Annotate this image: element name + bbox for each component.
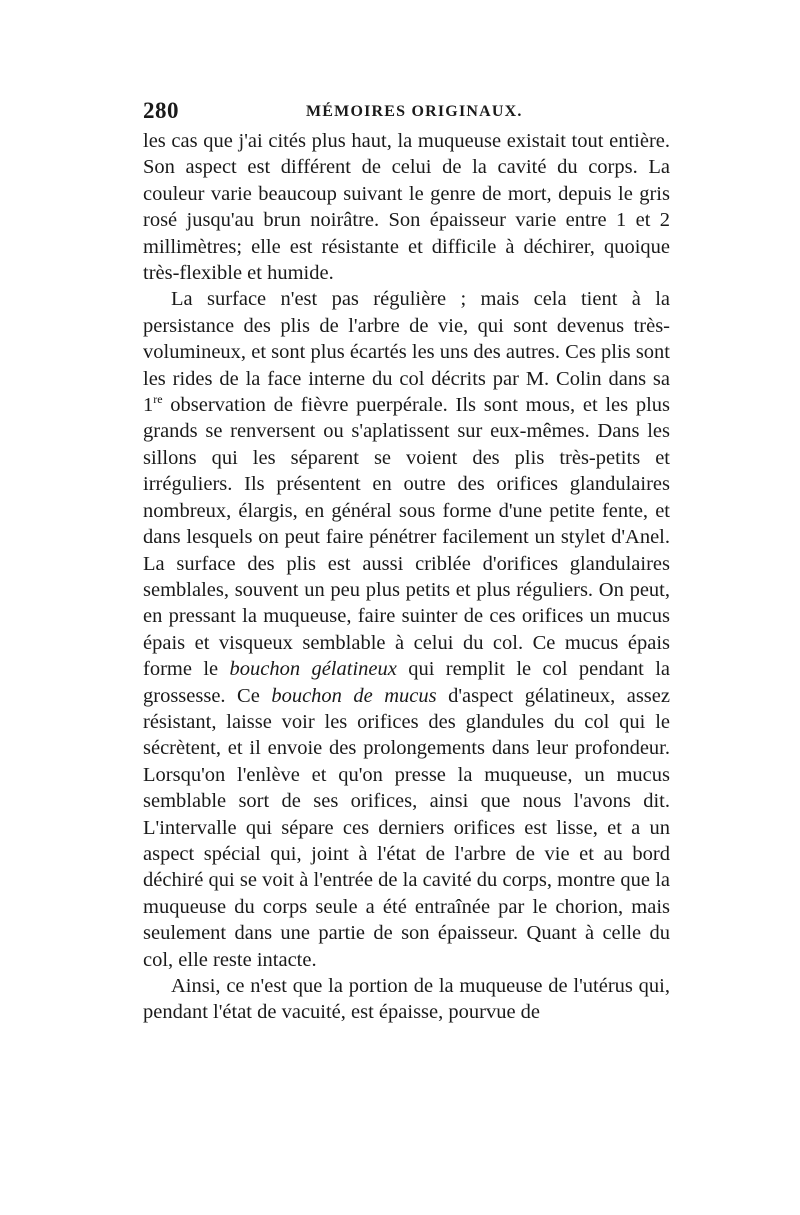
page-number: 280 (143, 98, 179, 123)
paragraph-2-part-3: qui remplit le col pendant la grossesse. Ce (143, 658, 670, 707)
running-title: MÉMOIRES ORIGINAUX. (306, 103, 523, 120)
body-text (143, 128, 670, 1026)
paragraph-1: les cas que j'ai cités plus haut, la muqueuse existait tout entière. Son aspect est différent de celui de la cavité du corps. La couleur varie beaucoup suivant le genre de mort, depuis le gris rosé jusqu'au brun noirâtre. Son épaisseur varie entre 1 et 2 millimètres; elle est résistante et difficile à déchirer, quoique très-flexible et humide. (143, 130, 670, 285)
paragraph-2-part-1: La surface n'est pas régulière ; mais cela tient à la persistance des plis de l'arbre de vie, qui sont devenus très-volumineux, et sont plus écartés les uns des autres. Ces plis sont les rides de la face interne du col décrits par M. Colin dans sa 1 (143, 288, 670, 417)
italic-term-bouchon-gelatineux: bouchon gélatineux (229, 658, 397, 681)
italic-term-bouchon-de-mucus: bouchon de mucus (271, 684, 437, 707)
paragraph-2-part-4: d'aspect gélatineux, assez résistant, laisse voir les orifices des glandules du col qui le sécrètent, et il envoie des prolongements dans leur profondeur. Lorsqu'on l'enlève et qu'on presse la muqueuse, un mucus semblable sort de ses orifices, ainsi que nous l'avons dit. L'intervalle qui sépare ces derniers orifices est lisse, et a un aspect spécial qui, joint à l'état de l'arbre de vie et au bord déchiré qui se voit à l'entrée de la cavité du corps, montre que la muqueuse du corps seule a été entraînée par le chorion, mais seulement dans une partie de son épaisseur. Quant à celle du col, elle reste intacte. (143, 684, 670, 971)
ordinal-superscript: re (153, 392, 163, 407)
paragraph-3: Ainsi, ce n'est que la portion de la muqueuse de l'utérus qui, pendant l'état de vacuité, est épaisse, pourvue de (143, 975, 670, 1024)
running-head (143, 98, 670, 128)
paragraph-2-part-2: observation de fièvre puerpérale. Ils sont mous, et les plus grands se renversent ou s'aplatissent sur eux-mêmes. Dans les sillons qui les séparent se voient des plis très-petits et irréguliers. Ils présentent en outre des orifices glandulaires nombreux, élargis, en général sous forme d'une petite fente, et dans lesquels on peut faire pénétrer facilement un stylet d'Anel. La surface des plis est aussi criblée d'orifices glandulaires semblales, souvent un peu plus petits et plus réguliers. On peut, en pressant la muqueuse, faire suinter de ces orifices un mucus épais et visqueux semblable à celui du col. Ce mucus épais forme le (143, 394, 670, 681)
paragraph-2 (143, 286, 670, 973)
